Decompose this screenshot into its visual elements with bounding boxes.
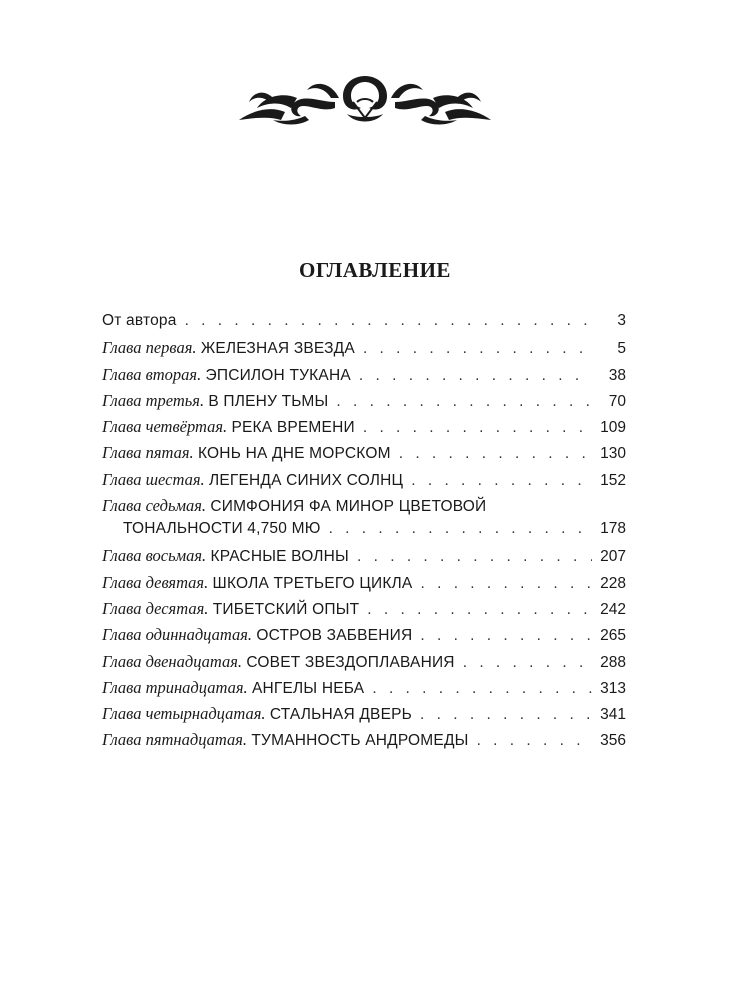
- entry-page: 109: [600, 419, 626, 437]
- entry-page: 207: [600, 548, 626, 566]
- dot-leader: [357, 548, 592, 566]
- dot-leader: [463, 654, 592, 672]
- entry-prefix: Глава седьмая.: [102, 496, 207, 516]
- entry-page: 38: [608, 366, 626, 384]
- entry-title: ТИБЕТСКИЙ ОПЫТ: [212, 600, 360, 618]
- toc-entry[interactable]: [102, 599, 626, 625]
- dot-leader: [477, 732, 592, 750]
- entry-page: 356: [600, 732, 626, 750]
- entry-title: ЭПСИЛОН ТУКАНА: [205, 366, 351, 384]
- toc-heading: ОГЛАВЛЕНИЕ: [299, 258, 451, 282]
- entry-title-continuation: ТОНАЛЬНОСТИ 4,750 МЮ: [123, 520, 321, 538]
- toc-entry[interactable]: [102, 625, 626, 651]
- decorative-flourish-icon: [235, 72, 495, 130]
- entry-prefix: Глава пятая.: [102, 443, 194, 463]
- entry-page: 228: [600, 574, 626, 592]
- dot-leader: [420, 627, 592, 645]
- entry-title: ТУМАННОСТЬ АНДРОМЕДЫ: [251, 732, 469, 750]
- entry-page: 265: [600, 627, 626, 645]
- toc-entry[interactable]: [102, 546, 626, 572]
- entry-page: 313: [600, 679, 626, 697]
- entry-prefix: Глава третья.: [102, 390, 205, 410]
- dot-leader: [411, 472, 592, 490]
- entry-prefix: Глава первая.: [102, 338, 197, 358]
- entry-prefix: Глава девятая.: [102, 572, 209, 592]
- dot-leader: [329, 520, 592, 538]
- toc-entry[interactable]: [102, 652, 626, 678]
- entry-page: 3: [617, 312, 626, 329]
- entry-prefix: Глава десятая.: [102, 598, 209, 618]
- toc-entry[interactable]: [102, 443, 626, 469]
- toc-entry[interactable]: [102, 573, 626, 599]
- entry-prefix: Глава двенадцатая.: [102, 651, 243, 671]
- entry-title: СИМФОНИЯ ФА МИНОР ЦВЕТОВОЙ: [210, 498, 487, 516]
- entry-title: АНГЕЛЫ НЕБА: [251, 679, 365, 697]
- toc-entry[interactable]: [102, 470, 626, 496]
- dot-leader: [367, 601, 592, 619]
- entry-page: 70: [608, 392, 626, 410]
- entry-title: ЖЕЛЕЗНАЯ ЗВЕЗДА: [200, 340, 355, 358]
- dot-leader: [420, 706, 592, 724]
- entry-title: В ПЛЕНУ ТЬМЫ: [208, 392, 329, 410]
- entry-prefix: Глава пятнадцатая.: [102, 730, 248, 750]
- entry-title: ЛЕГЕНДА СИНИХ СОЛНЦ: [208, 471, 404, 489]
- entry-title: ОСТРОВ ЗАБВЕНИЯ: [256, 627, 413, 645]
- table-of-contents: [102, 312, 626, 757]
- dot-leader: [420, 575, 592, 593]
- entry-page: 341: [600, 706, 626, 724]
- toc-entry[interactable]: [102, 417, 626, 443]
- toc-entry[interactable]: [102, 496, 626, 520]
- toc-entry[interactable]: [102, 730, 626, 756]
- entry-title: От автора: [102, 312, 177, 329]
- entry-title: КОНЬ НА ДНЕ МОРСКОМ: [197, 445, 391, 463]
- entry-prefix: Глава четвёртая.: [102, 417, 228, 437]
- toc-entry[interactable]: [102, 678, 626, 704]
- toc-entry-continuation[interactable]: [102, 520, 626, 546]
- entry-prefix: Глава вторая.: [102, 364, 202, 384]
- entry-title: РЕКА ВРЕМЕНИ: [231, 419, 355, 437]
- dot-leader: [372, 680, 592, 698]
- entry-prefix: Глава одиннадцатая.: [102, 625, 253, 645]
- entry-prefix: Глава восьмая.: [102, 546, 207, 566]
- entry-prefix: Глава тринадцатая.: [102, 677, 248, 697]
- dot-leader: [399, 445, 592, 463]
- toc-entry[interactable]: [102, 365, 626, 391]
- entry-title: КРАСНЫЕ ВОЛНЫ: [210, 548, 349, 566]
- entry-page: 242: [600, 600, 626, 618]
- dot-leader: [363, 419, 592, 437]
- dot-leader: [336, 393, 592, 411]
- dot-leader: [185, 312, 592, 330]
- entry-page: 178: [600, 520, 626, 538]
- toc-entry[interactable]: [102, 704, 626, 730]
- entry-page: 152: [600, 471, 626, 489]
- entry-page: 288: [600, 653, 626, 671]
- entry-prefix: Глава шестая.: [102, 469, 205, 489]
- entry-title: ШКОЛА ТРЕТЬЕГО ЦИКЛА: [212, 574, 413, 592]
- dot-leader: [359, 367, 592, 385]
- toc-entry[interactable]: [102, 312, 626, 338]
- toc-entry[interactable]: [102, 338, 626, 364]
- entry-prefix: Глава четырнадцатая.: [102, 704, 266, 724]
- entry-page: 130: [600, 445, 626, 463]
- entry-title: СТАЛЬНАЯ ДВЕРЬ: [269, 706, 413, 724]
- toc-entry[interactable]: [102, 391, 626, 417]
- entry-page: 5: [617, 340, 626, 358]
- dot-leader: [363, 340, 592, 358]
- entry-title: СОВЕТ ЗВЕЗДОПЛАВАНИЯ: [246, 653, 455, 671]
